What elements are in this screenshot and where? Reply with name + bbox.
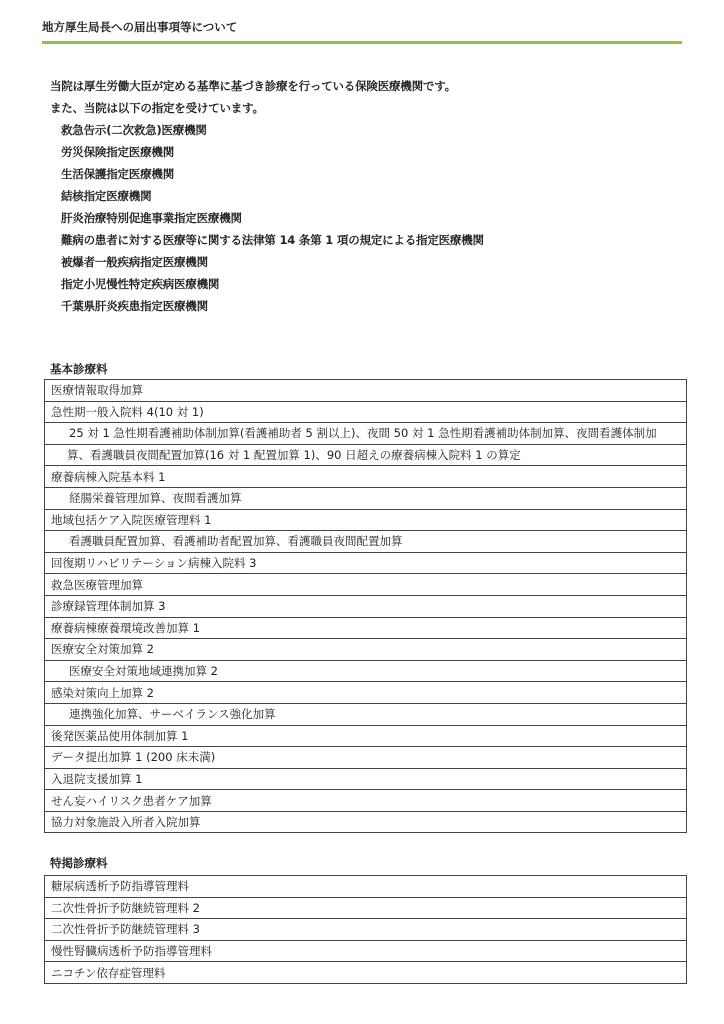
- page-title: 地方厚生局長への届出事項等について: [42, 20, 238, 34]
- table-row: [45, 703, 687, 725]
- special-fees-table: [44, 875, 687, 984]
- table-row: [45, 962, 687, 984]
- table-row: [45, 682, 687, 704]
- table-row: [45, 617, 687, 639]
- table-cell: 医療情報取得加算: [45, 380, 687, 402]
- table-cell: 地域包括ケア入院医療管理料 1: [45, 509, 687, 531]
- table-cell: 後発医薬品使用体制加算 1: [45, 725, 687, 747]
- table-row: [45, 380, 687, 402]
- table-cell: 急性期一般入院料 4(10 対 1): [45, 401, 687, 423]
- intro-line-1: 当院は厚生労働大臣が定める基準に基づき診療を行っている保険医療機関です。: [50, 79, 456, 93]
- table-cell: 回復期リハビリテーション病棟入院料 3: [45, 552, 687, 574]
- table-row: [45, 509, 687, 531]
- table-cell: 療養病棟入院基本料 1: [45, 466, 687, 488]
- table-row: [45, 401, 687, 423]
- intro-line-2: また、当院は以下の指定を受けています。: [50, 101, 264, 115]
- table-row: [45, 595, 687, 617]
- table-row: [45, 897, 687, 919]
- designation-item: 生活保護指定医療機関: [61, 167, 174, 181]
- table-cell: データ提出加算 1 (200 床未満): [45, 747, 687, 769]
- special-fees-title: 特掲診療料: [50, 856, 108, 870]
- designation-item: 結核指定医療機関: [61, 189, 152, 203]
- designation-item: 肝炎治療特別促進事業指定医療機関: [61, 211, 242, 225]
- table-cell: 二次性骨折予防継続管理料 3: [45, 919, 687, 941]
- table-cell: ニコチン依存症管理料: [45, 962, 687, 984]
- designation-list: [50, 121, 690, 319]
- table-row: [45, 811, 687, 833]
- page-header: [42, 18, 682, 44]
- table-cell: 医療安全対策地域連携加算 2: [45, 660, 687, 682]
- table-row: [45, 660, 687, 682]
- table-cell: 連携強化加算、サーベイランス強化加算: [45, 703, 687, 725]
- table-row: [45, 747, 687, 769]
- table-row: [45, 639, 687, 661]
- table-row: [45, 940, 687, 962]
- designation-item: 千葉県肝炎疾患指定医療機関: [61, 299, 208, 313]
- table-cell: 糖尿病透析予防指導管理料: [45, 876, 687, 898]
- table-cell: せん妄ハイリスク患者ケア加算: [45, 790, 687, 812]
- designation-item: 難病の患者に対する医療等に関する法律第 14 条第 1 項の規定による指定医療機関: [61, 233, 484, 247]
- table-row: [45, 768, 687, 790]
- table-row: [45, 552, 687, 574]
- basic-fees-title: 基本診療料: [50, 362, 108, 376]
- intro-section: [50, 77, 690, 319]
- table-row: [45, 725, 687, 747]
- table-cell: 感染対策向上加算 2: [45, 682, 687, 704]
- table-row: [45, 574, 687, 596]
- table-cell: 救急医療管理加算: [45, 574, 687, 596]
- table-row: [45, 444, 687, 466]
- designation-item: 労災保険指定医療機関: [61, 145, 174, 159]
- designation-item: 指定小児慢性特定疾病医療機関: [61, 277, 220, 291]
- table-cell: 経腸栄養管理加算、夜間看護加算: [45, 487, 687, 509]
- table-row: [45, 466, 687, 488]
- table-cell: 慢性腎臓病透析予防指導管理料: [45, 940, 687, 962]
- table-row: [45, 876, 687, 898]
- table-cell: 看護職員配置加算、看護補助者配置加算、看護職員夜間配置加算: [45, 531, 687, 553]
- table-row: [45, 919, 687, 941]
- table-cell: 診療録管理体制加算 3: [45, 595, 687, 617]
- table-row: [45, 423, 687, 445]
- table-cell: 入退院支援加算 1: [45, 768, 687, 790]
- table-cell: 療養病棟療養環境改善加算 1: [45, 617, 687, 639]
- table-row: [45, 487, 687, 509]
- basic-fees-table: [44, 379, 687, 833]
- table-cell: 算、看護職員夜間配置加算(16 対 1 配置加算 1)、90 日超えの療養病棟入院料 1 の算定: [45, 444, 687, 466]
- table-row: [45, 790, 687, 812]
- table-row: [45, 531, 687, 553]
- designation-item: 被爆者一般疾病指定医療機関: [61, 255, 208, 269]
- designation-item: 救急告示(二次救急)医療機関: [61, 123, 207, 137]
- table-cell: 25 対 1 急性期看護補助体制加算(看護補助者 5 割以上)、夜間 50 対 1 急性期看護補助体制加算、夜間看護体制加: [45, 423, 687, 445]
- table-cell: 二次性骨折予防継続管理料 2: [45, 897, 687, 919]
- table-cell: 医療安全対策加算 2: [45, 639, 687, 661]
- table-cell: 協力対象施設入所者入院加算: [45, 811, 687, 833]
